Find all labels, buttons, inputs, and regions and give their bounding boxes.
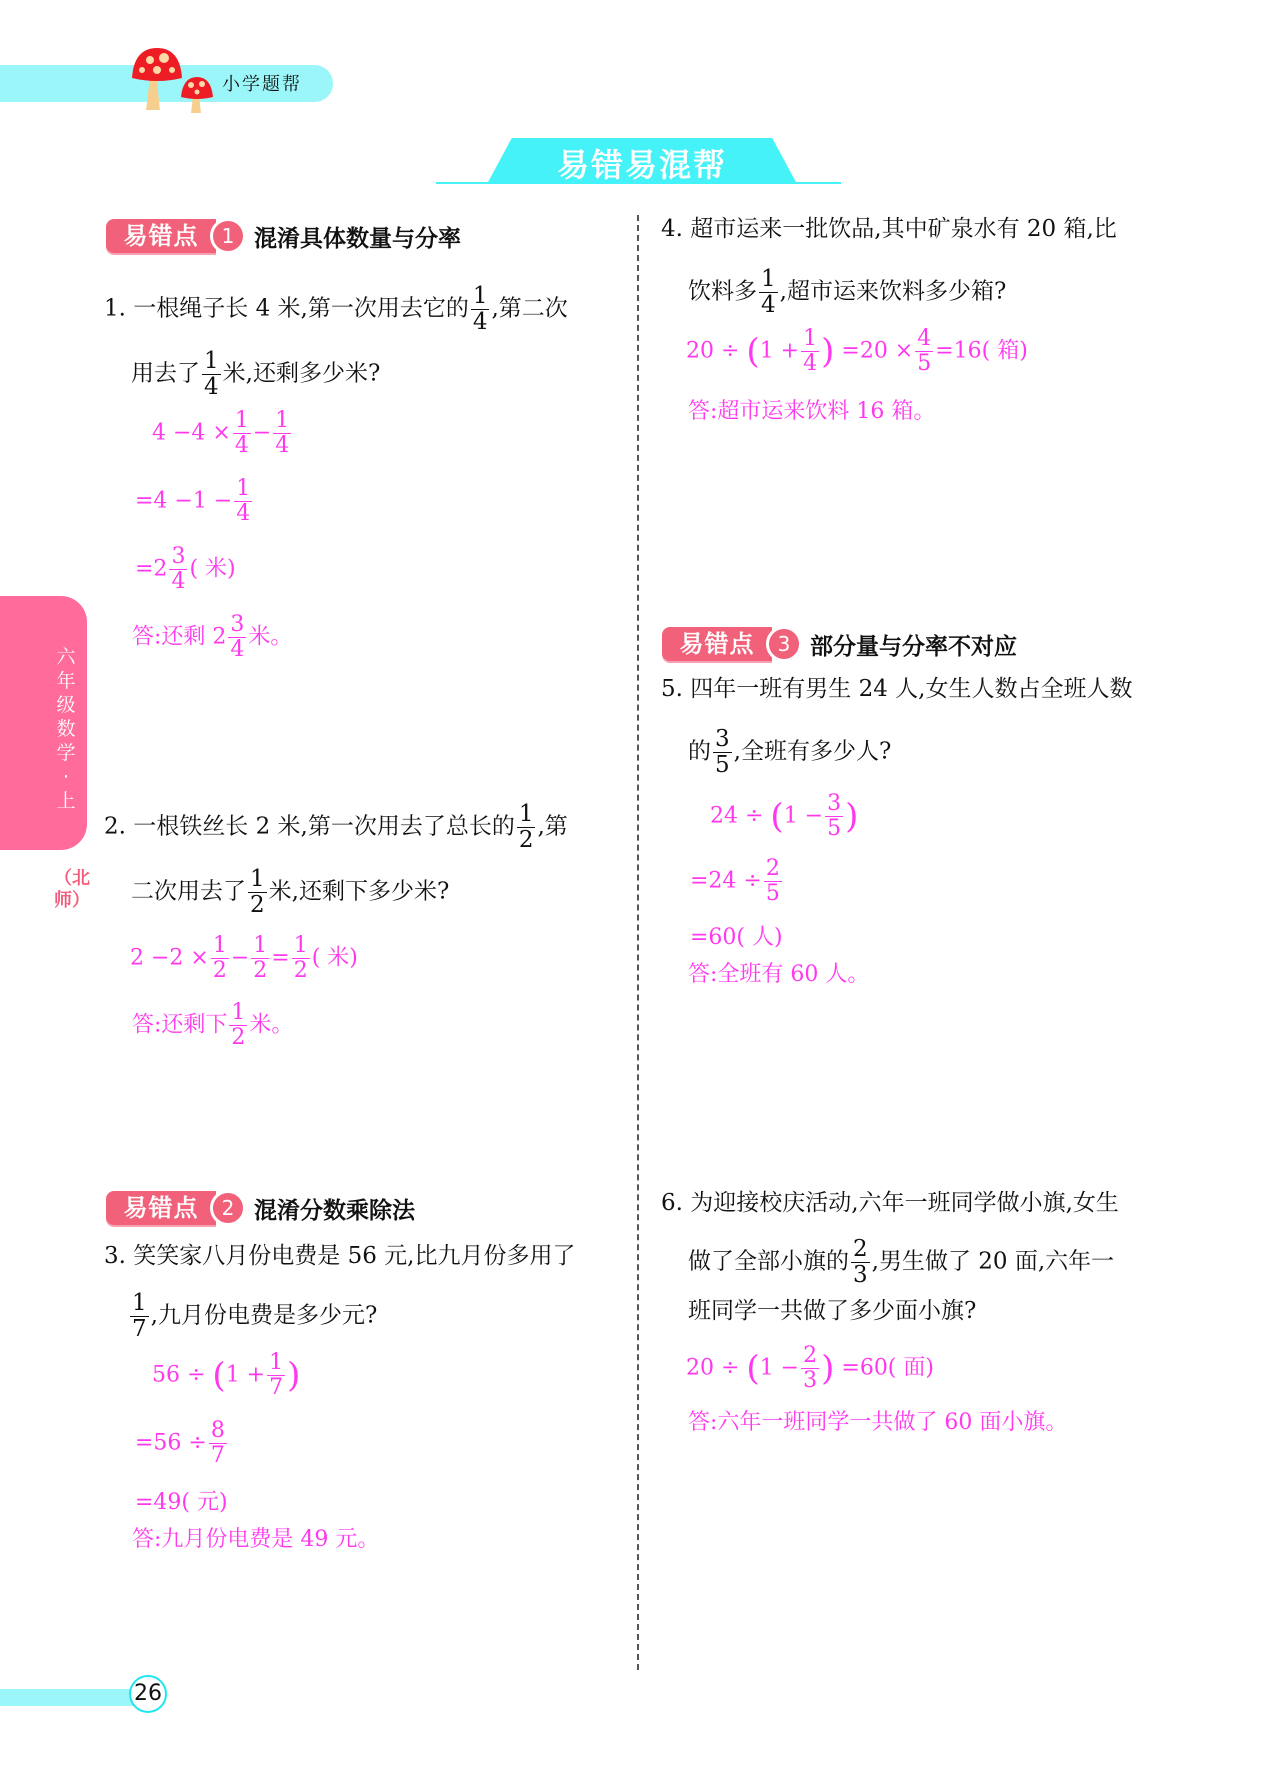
column-divider: [637, 215, 639, 1670]
badge-label: 易错点: [106, 219, 216, 253]
section-title: 混淆分数乘除法: [254, 1197, 415, 1224]
question-text: 一根绳子长 4 米,第一次用去它的: [133, 295, 469, 322]
solution-step: =2 $\frac{3}{4}$ ( 米): [135, 544, 236, 594]
question-number: 1.: [104, 295, 126, 322]
fraction: $\frac{1}{4}$: [204, 348, 219, 400]
fraction: $\frac{3}{5}$: [715, 726, 730, 778]
fraction: $\frac{1}{7}$: [132, 1290, 147, 1342]
solution-step: =24 ÷ $\frac{2}{5}$: [690, 856, 780, 906]
badge-number: 2: [210, 1190, 246, 1226]
section-badge-2: [106, 1190, 415, 1226]
grade-label: 六年级数学·上: [56, 646, 76, 812]
question-2-line-1: [104, 803, 568, 852]
question-3-line-1: [104, 1243, 575, 1269]
question-number: 4.: [661, 216, 683, 242]
question-text: 米,还剩多少米?: [222, 360, 381, 387]
solution-step: =4 −1 − $\frac{1}{4}$: [135, 476, 251, 526]
answer: 答:还剩 2 $\frac{3}{4}$ 米。: [132, 612, 293, 662]
section-badge-3: [662, 626, 1017, 662]
question-number: 3.: [104, 1243, 126, 1269]
solution-step: 2 −2 × $\frac{1}{2}$ − $\frac{1}{2}$ = $\frac{1}{2}$ ( 米): [130, 933, 358, 983]
fraction: $\frac{1}{2}$: [250, 866, 265, 918]
question-4-line-2: [688, 268, 1006, 317]
question-text: ,男生做了 20 面,六年一: [871, 1248, 1115, 1275]
badge-label: 易错点: [662, 627, 772, 661]
question-text: 二次用去了: [131, 878, 246, 905]
answer: 答:全班有 60 人。: [688, 962, 870, 987]
question-text: 饮料多: [688, 278, 757, 305]
fraction: $\frac{1}{4}$: [472, 283, 488, 335]
question-5-line-1: [661, 676, 1132, 702]
question-text: ,全班有多少人?: [733, 738, 892, 765]
page-number: 26: [129, 1675, 167, 1713]
solution-step: =56 ÷ $\frac{8}{7}$: [135, 1418, 225, 1468]
badge-label: 易错点: [106, 1191, 216, 1225]
question-number: 5.: [661, 676, 683, 702]
badge-number: 3: [766, 626, 802, 662]
question-text: ,第二次: [491, 295, 568, 322]
solution-step: =49( 元): [135, 1490, 228, 1515]
solution-step: 4 −4 × $\frac{1}{4}$ − $\frac{1}{4}$: [152, 408, 290, 458]
page-title: 易错易混帮: [556, 146, 727, 184]
question-6-line-1: [661, 1190, 1119, 1216]
question-text: 笑笑家八月份电费是 56 元,比九月份多用了: [133, 1243, 576, 1269]
answer: 答:还剩下 $\frac{1}{2}$ 米。: [132, 1000, 294, 1050]
question-6-line-3: 班同学一共做了多少面小旗?: [688, 1298, 977, 1324]
answer: 答:九月份电费是 49 元。: [132, 1527, 380, 1552]
mushroom-small-icon: [180, 75, 214, 115]
page-bar: [0, 1689, 135, 1706]
question-text: 四年一班有男生 24 人,女生人数占全班人数: [690, 676, 1133, 702]
solution-step: =60( 人): [690, 925, 783, 950]
question-number: 6.: [661, 1190, 683, 1216]
question-3-line-2: [128, 1292, 377, 1341]
answer: 答:超市运来饮料 16 箱。: [688, 399, 936, 424]
fraction: $\frac{1}{2}$: [518, 801, 534, 853]
question-text: 的: [688, 738, 711, 765]
mushroom-icon: [130, 46, 184, 112]
fraction: $\frac{2}{3}$: [853, 1236, 868, 1288]
section-badge-1: [106, 218, 461, 254]
question-text: 为迎接校庆活动,六年一班同学做小旗,女生: [690, 1190, 1119, 1216]
question-1-line-2: [131, 350, 380, 399]
solution-step: 20 ÷ (1 − $\frac{2}{3}$ ) =60( 面): [686, 1343, 934, 1393]
question-text: 一根铁丝长 2 米,第一次用去了总长的: [133, 813, 515, 840]
question-1-line-1: [104, 285, 568, 334]
brand-name: 小学题帮: [222, 74, 302, 95]
question-text: 用去了: [131, 360, 200, 387]
badge-number: 1: [210, 218, 246, 254]
question-text: 超市运来一批饮品,其中矿泉水有 20 箱,比: [690, 216, 1117, 242]
solution-step: 24 ÷ (1 − $\frac{3}{5}$ ): [710, 791, 859, 841]
question-5-line-2: [688, 728, 891, 777]
question-2-line-2: [131, 868, 449, 917]
question-text: ,第: [537, 813, 568, 840]
section-title: 混淆具体数量与分率: [254, 225, 461, 252]
edition-label: （北师）: [54, 868, 90, 911]
fraction: $\frac{1}{4}$: [761, 266, 776, 318]
question-text: 米,还剩下多少米?: [268, 878, 450, 905]
question-4-line-1: [661, 216, 1117, 242]
question-6-line-2: [688, 1238, 1114, 1287]
answer: 答:六年一班同学一共做了 60 面小旗。: [688, 1410, 1068, 1435]
question-text: 做了全部小旗的: [688, 1248, 849, 1275]
question-text: ,超市运来饮料多少箱?: [779, 278, 1007, 305]
solution-step: 56 ÷ (1 + $\frac{1}{7}$ ): [152, 1350, 301, 1400]
solution-step: 20 ÷ (1 + $\frac{1}{4}$ ) =20 × $\frac{4}{5}$ =16( 箱): [686, 326, 1028, 376]
question-text: ,九月份电费是多少元?: [150, 1302, 378, 1329]
question-number: 2.: [104, 813, 126, 840]
section-title: 部分量与分率不对应: [810, 633, 1017, 660]
